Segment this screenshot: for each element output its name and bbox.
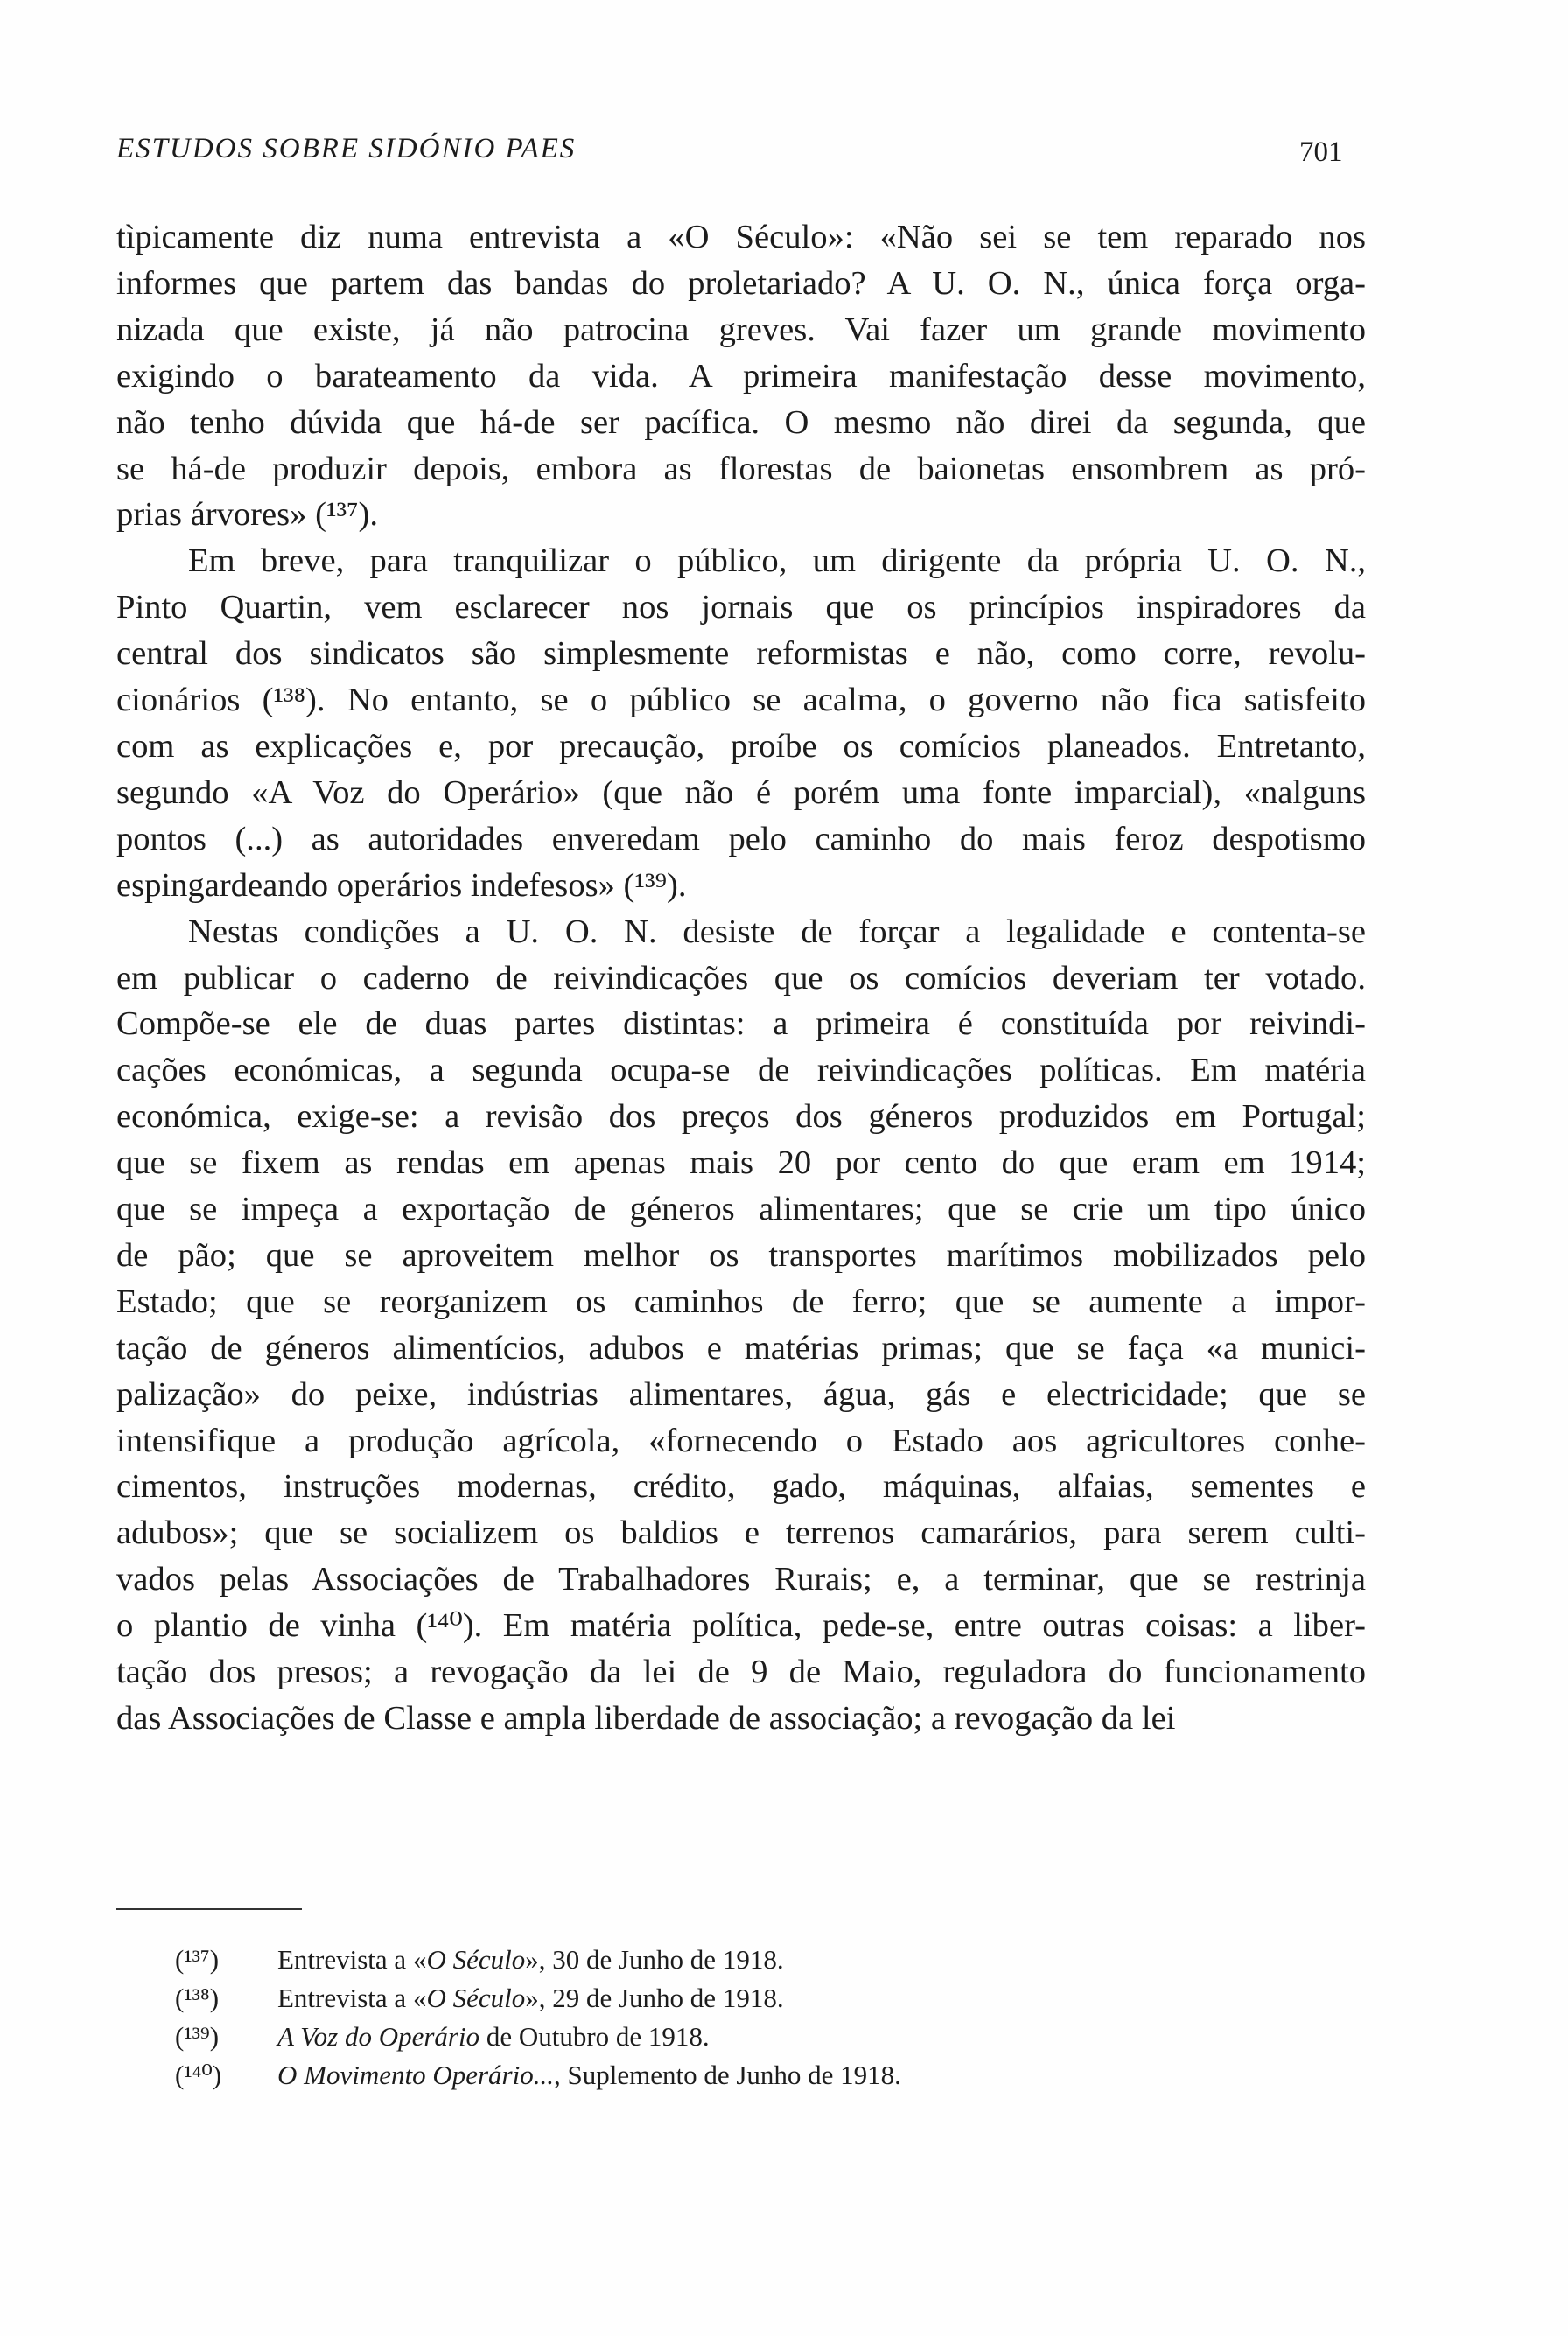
footnote-number: (¹³⁷) [175,1944,220,1975]
text-line: central dos sindicatos são simplesmente reformistas e não, como corre, revolu- [116,635,1366,673]
footnote-number: (¹³⁹) [175,2021,220,2052]
text-line: palização» do peixe, indústrias alimentares, água, gás e electricidade; que se [116,1375,1366,1413]
text-line: pontos (...) as autoridades enveredam pelo caminho do mais feroz despotismo [116,820,1366,857]
page-number: 701 [1299,136,1343,168]
text-line: tìpicamente diz numa entrevista a «O Século»: «Não sei se tem reparado nos [116,219,1366,255]
text-line: o plantio de vinha (¹⁴⁰). Em matéria política, pede-se, entre outras coisas: a liber- [116,1607,1366,1645]
footnote [175,1941,1312,1979]
running-head: ESTUDOS SOBRE SIDÓNIO PAES [116,133,577,164]
footnote-text: Entrevista a «O Século», 30 de Junho de 1918. [277,1944,784,1975]
text-line: segundo «A Voz do Operário» (que não é porém uma fonte imparcial), «nalguns [116,773,1366,811]
paragraph [116,214,1366,538]
text-line: Estado; que se reorganizem os caminhos de ferro; que se aumente a impor- [116,1283,1366,1320]
footnote-rule [116,1908,302,1910]
footnote-text: O Movimento Operário..., Suplemento de Junho de 1918. [277,2060,901,2090]
footnote [175,2056,1312,2095]
footnote [175,1979,1312,2018]
text-line: cações económicas, a segunda ocupa-se de reivindicações políticas. Em matéria [116,1052,1366,1089]
text-line: Compõe-se ele de duas partes distintas: a primeira é constituída por reivindi- [116,1005,1366,1043]
footnotes [175,1941,1312,2095]
footnote-text: Entrevista a «O Século», 29 de Junho de 1918. [277,1983,784,2013]
text-line: prias árvores» (¹³⁷). [116,496,379,534]
paragraph [116,538,1366,908]
text-line: em publicar o caderno de reivindicações que os comícios deveriam ter votado. [116,959,1366,997]
text-line: informes que partem das bandas do proletariado? A U. O. N., única força orga- [116,264,1366,302]
text-line: não tenho dúvida que há-de ser pacífica. O mesmo não direi da segunda, que [116,403,1366,441]
text-line: económica, exige-se: a revisão dos preços dos géneros produzidos em Portugal; [116,1098,1366,1136]
text-line: nizada que existe, já não patrocina greves. Vai fazer um grande movimento [116,311,1366,348]
paragraph [116,909,1366,1742]
text-line: espingardeando operários indefesos» (¹³⁹). [116,866,687,904]
text-line: Nestas condições a U. O. N. desiste de forçar a legalidade e contenta-se [188,913,1366,950]
text-line: se há-de produzir depois, embora as florestas de baionetas ensombrem as pró- [116,450,1366,487]
footnote [175,2018,1312,2056]
text-line: Em breve, para tranquilizar o público, um dirigente da própria U. O. N., [188,542,1366,580]
text-line: tação de géneros alimentícios, adubos e matérias primas; que se faça «a munici- [116,1329,1366,1367]
text-line: vados pelas Associações de Trabalhadores Rurais; e, a terminar, que se restrinja [116,1561,1366,1598]
text-line: que se fixem as rendas em apenas mais 20 por cento do que eram em 1914; [116,1144,1366,1182]
text-line: cionários (¹³⁸). No entanto, se o público se acalma, o governo não fica satisfeito [116,682,1366,719]
text-line: adubos»; que se socializem os baldios e terrenos camarários, para serem culti- [116,1514,1366,1552]
text-line: exigindo o barateamento da vida. A primeira manifestação desse movimento, [116,357,1366,395]
text-line: intensifique a produção agrícola, «fornecendo o Estado aos agricultores conhe- [116,1422,1366,1459]
text-line: que se impeça a exportação de géneros alimentares; que se crie um tipo único [116,1191,1366,1228]
body-text [116,214,1366,1742]
text-line: cimentos, instruções modernas, crédito, gado, máquinas, alfaias, sementes e [116,1468,1366,1506]
footnote-number: (¹⁴⁰) [175,2060,222,2090]
text-line: de pão; que se aproveitem melhor os transportes marítimos mobilizados pelo [116,1236,1366,1274]
text-line: tação dos presos; a revogação da lei de 9 de Maio, reguladora do funcionamento [116,1654,1366,1691]
text-line: com as explicações e, por precaução, proíbe os comícios planeados. Entretanto, [116,727,1366,765]
text-line: Pinto Quartin, vem esclarecer nos jornais que os princípios inspiradores da [116,589,1366,626]
footnote-text: A Voz do Operário de Outubro de 1918. [277,2021,710,2052]
text-line: das Associações de Classe e ampla liberdade de associação; a revogação da lei [116,1700,1176,1737]
footnote-number: (¹³⁸) [175,1983,220,2013]
